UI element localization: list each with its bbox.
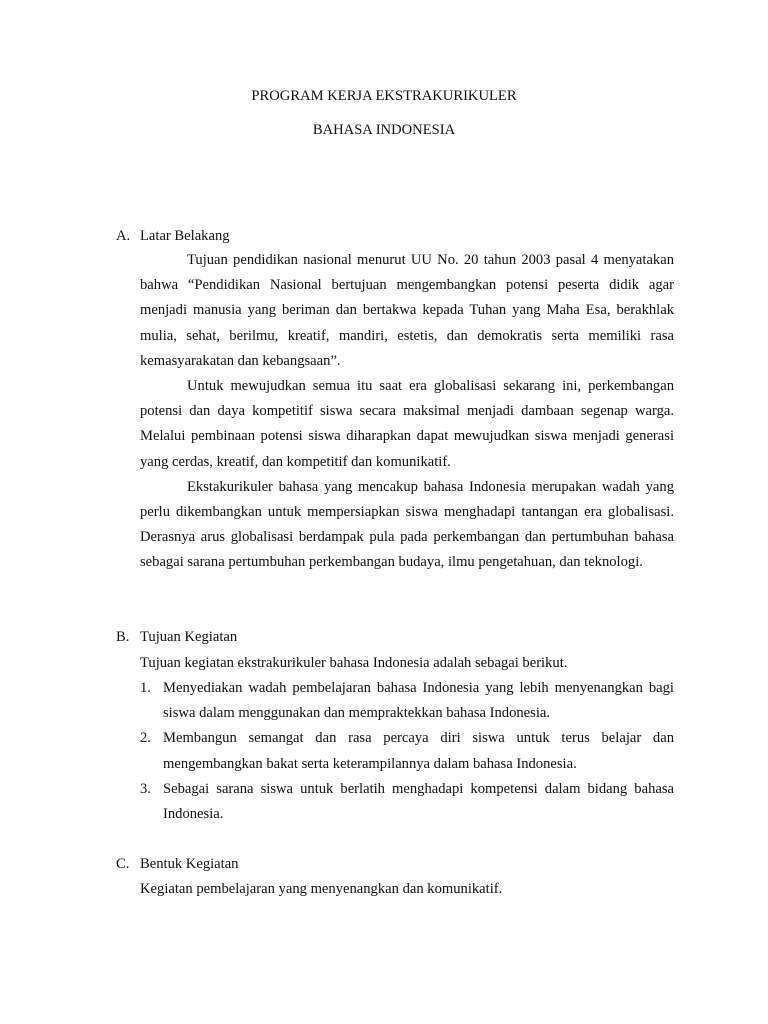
list-item-number: 3.	[140, 780, 151, 797]
section-a-body	[140, 248, 674, 576]
section-a-paragraph-1: Tujuan pendidikan nasional menurut UU No. 20 tahun 2003 pasal 4 menyatakan bahwa “Pendidikan Nasional bertujuan mengembangkan potensi peserta didik agar menjadi manusia yang beriman dan bertakwa kepada Tuhan yang Maha Esa, berakhlak mulia, sehat, berilmu, kreatif, mandiri, estetis, dan demokratis serta memiliki rasa kemasyarakatan dan kebangsaan”.	[140, 252, 674, 369]
section-c-letter: C.	[116, 856, 130, 872]
list-item-text: Membangun semangat dan rasa percaya diri siswa untuk terus belajar dan mengembangkan bakat serta keterampilannya dalam bahasa Indonesia.	[163, 730, 674, 772]
section-c-heading	[116, 855, 238, 873]
document-title: PROGRAM KERJA EKSTRAKURIKULER	[251, 88, 517, 104]
section-a-heading	[116, 227, 230, 245]
section-a-paragraph-3: Ekstakurikuler bahasa yang mencakup bahasa Indonesia merupakan wadah yang perlu dikembangkan untuk mempersiapkan siswa menghadapi tantangan era globalisasi. Derasnya arus globalisasi berdampak pula pada perkembangan dan pertumbuhan bahasa sebagai sarana pertumbuhan perkembangan budaya, ilmu pengetahuan, dan teknologi.	[140, 478, 674, 571]
section-a-title: Latar Belakang	[140, 228, 230, 244]
section-b-title: Tujuan Kegiatan	[140, 629, 238, 645]
list-item-text: Menyediakan wadah pembelajaran bahasa Indonesia yang lebih menyenangkan bagi siswa dalam menggunakan dan mempraktekkan bahasa Indonesia.	[163, 680, 674, 722]
section-b-intro: Tujuan kegiatan ekstrakurikuler bahasa Indonesia adalah sebagai berikut.	[140, 655, 568, 671]
section-b-letter: B.	[116, 629, 130, 645]
section-a-letter: A.	[116, 228, 131, 244]
list-item-number: 2.	[140, 730, 151, 747]
section-c-title: Bentuk Kegiatan	[140, 856, 239, 872]
section-a-paragraph-2: Untuk mewujudkan semua itu saat era globalisasi sekarang ini, perkembangan potensi dan daya kompetitif siswa secara maksimal menjadi dambaan segenap warga. Melalui pembinaan potensi siswa diharapkan dapat mewujudkan siswa menjadi generasi yang cerdas, kreatif, dan kompetitif dan komunikatif.	[140, 378, 674, 470]
list-item	[140, 726, 674, 776]
document-subtitle: BAHASA INDONESIA	[312, 122, 456, 138]
list-item-number: 1.	[140, 680, 151, 696]
section-b-heading	[116, 628, 237, 646]
list-item	[140, 676, 674, 726]
list-item	[140, 777, 674, 827]
section-c-body: Kegiatan pembelajaran yang menyenangkan dan komunikatif.	[140, 881, 503, 897]
list-item-text: Sebagai sarana siswa untuk berlatih menghadapi kompetensi dalam bidang bahasa Indonesia.	[163, 780, 674, 823]
section-b-list	[140, 676, 674, 827]
